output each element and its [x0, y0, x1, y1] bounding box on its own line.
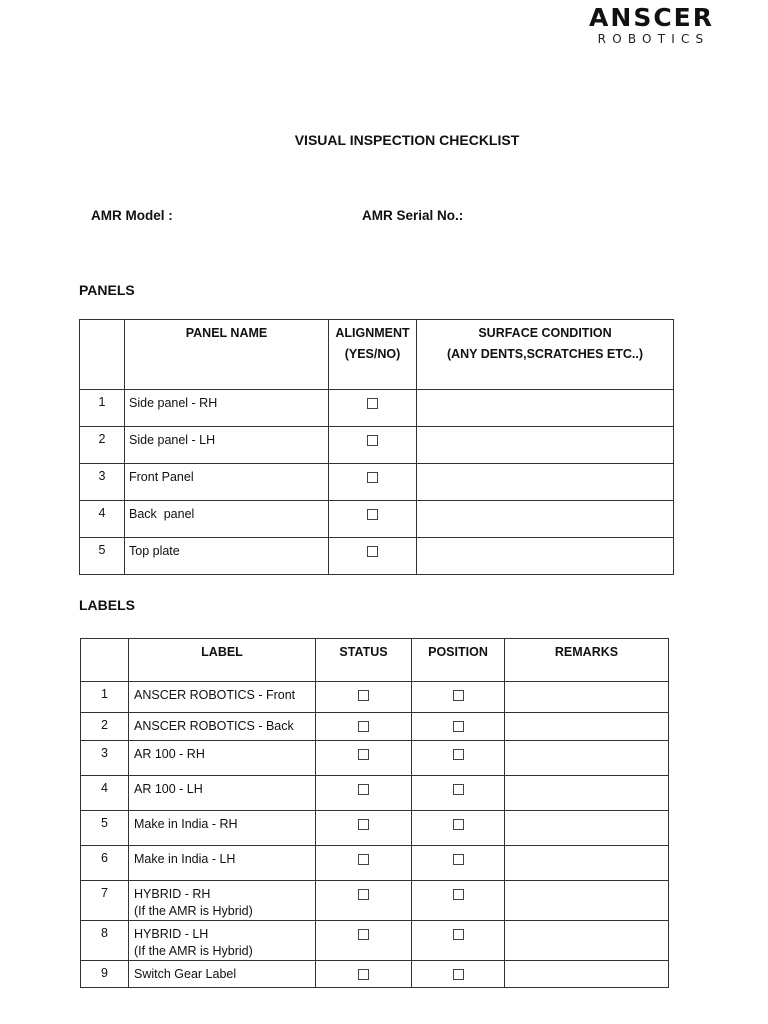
row-number: 7 [81, 881, 129, 921]
row-number: 1 [80, 390, 125, 427]
row-number: 2 [81, 713, 129, 741]
panels-header-alignment [329, 320, 417, 390]
status-checkbox[interactable] [358, 929, 369, 940]
position-checkbox[interactable] [453, 969, 464, 980]
alignment-checkbox[interactable] [367, 472, 378, 483]
remarks-cell[interactable] [505, 682, 669, 713]
remarks-cell[interactable] [505, 713, 669, 741]
position-checkbox[interactable] [453, 854, 464, 865]
remarks-cell[interactable] [505, 776, 669, 811]
surface-header-line1: SURFACE CONDITION [478, 326, 612, 340]
status-checkbox[interactable] [358, 819, 369, 830]
row-number: 9 [81, 961, 129, 988]
position-checkbox[interactable] [453, 929, 464, 940]
labels-header-position: POSITION [412, 639, 505, 682]
row-number: 3 [81, 741, 129, 776]
label-name-cell [129, 881, 316, 921]
row-number: 4 [81, 776, 129, 811]
row-number: 3 [80, 464, 125, 501]
panels-header-name: PANEL NAME [125, 320, 329, 390]
panels-heading: PANELS [79, 282, 135, 298]
surface-condition-cell[interactable] [417, 390, 674, 427]
table-row [81, 961, 669, 988]
labels-header-num [81, 639, 129, 682]
labels-header-status: STATUS [316, 639, 412, 682]
row-number: 1 [81, 682, 129, 713]
logo-brand: ANSCER [589, 3, 714, 32]
table-row [81, 713, 669, 741]
table-row [81, 921, 669, 961]
remarks-cell[interactable] [505, 961, 669, 988]
label-name: ANSCER ROBOTICS - Back [129, 713, 316, 741]
company-logo [589, 4, 714, 46]
label-name-cell [129, 921, 316, 961]
status-checkbox[interactable] [358, 969, 369, 980]
remarks-cell[interactable] [505, 811, 669, 846]
alignment-checkbox[interactable] [367, 546, 378, 557]
labels-header-remarks: REMARKS [505, 639, 669, 682]
remarks-cell[interactable] [505, 881, 669, 921]
panel-name: Side panel - RH [125, 390, 329, 427]
position-checkbox[interactable] [453, 690, 464, 701]
panels-header-surface [417, 320, 674, 390]
label-name: Switch Gear Label [129, 961, 316, 988]
alignment-checkbox[interactable] [367, 509, 378, 520]
remarks-cell[interactable] [505, 846, 669, 881]
row-number: 4 [80, 501, 125, 538]
panels-header-num [80, 320, 125, 390]
amr-model-label: AMR Model : [91, 208, 173, 223]
label-note: (If the AMR is Hybrid) [134, 904, 253, 918]
table-row [81, 881, 669, 921]
surface-header-line2: (ANY DENTS,SCRATCHES ETC..) [446, 347, 644, 361]
status-checkbox[interactable] [358, 690, 369, 701]
table-row [80, 538, 674, 575]
panel-name: Side panel - LH [125, 427, 329, 464]
surface-condition-cell[interactable] [417, 427, 674, 464]
label-name: AR 100 - LH [129, 776, 316, 811]
labels-heading: LABELS [79, 597, 135, 613]
row-number: 5 [80, 538, 125, 575]
table-row [80, 464, 674, 501]
row-number: 8 [81, 921, 129, 961]
surface-condition-cell[interactable] [417, 538, 674, 575]
page-title: VISUAL INSPECTION CHECKLIST [294, 132, 520, 148]
label-name: HYBRID - LH [134, 927, 209, 941]
label-name: Make in India - RH [129, 811, 316, 846]
position-checkbox[interactable] [453, 819, 464, 830]
surface-condition-cell[interactable] [417, 501, 674, 538]
position-checkbox[interactable] [453, 889, 464, 900]
panels-table [79, 319, 674, 575]
remarks-cell[interactable] [505, 741, 669, 776]
position-checkbox[interactable] [453, 721, 464, 732]
label-name: ANSCER ROBOTICS - Front [129, 682, 316, 713]
table-row [81, 741, 669, 776]
label-name: AR 100 - RH [129, 741, 316, 776]
alignment-checkbox[interactable] [367, 435, 378, 446]
alignment-header-line1: ALIGNMENT [335, 326, 410, 340]
status-checkbox[interactable] [358, 784, 369, 795]
status-checkbox[interactable] [358, 854, 369, 865]
table-row [81, 682, 669, 713]
row-number: 2 [80, 427, 125, 464]
alignment-header-line2: (YES/NO) [344, 347, 401, 361]
panel-name: Back panel [125, 501, 329, 538]
position-checkbox[interactable] [453, 784, 464, 795]
table-row [80, 501, 674, 538]
table-row [81, 776, 669, 811]
status-checkbox[interactable] [358, 889, 369, 900]
table-row [81, 811, 669, 846]
table-row [80, 427, 674, 464]
remarks-cell[interactable] [505, 921, 669, 961]
row-number: 5 [81, 811, 129, 846]
panel-name: Front Panel [125, 464, 329, 501]
label-note: (If the AMR is Hybrid) [134, 944, 253, 958]
row-number: 6 [81, 846, 129, 881]
status-checkbox[interactable] [358, 749, 369, 760]
table-row [81, 846, 669, 881]
labels-header-row [81, 639, 669, 682]
panels-header-row [80, 320, 674, 390]
position-checkbox[interactable] [453, 749, 464, 760]
label-name: Make in India - LH [129, 846, 316, 881]
labels-header-label: LABEL [129, 639, 316, 682]
label-name: HYBRID - RH [134, 887, 211, 901]
status-checkbox[interactable] [358, 721, 369, 732]
panel-name: Top plate [125, 538, 329, 575]
amr-serial-label: AMR Serial No.: [362, 208, 464, 223]
table-row [80, 390, 674, 427]
surface-condition-cell[interactable] [417, 464, 674, 501]
labels-table [80, 638, 669, 988]
logo-subtitle: ROBOTICS [597, 32, 710, 46]
alignment-checkbox[interactable] [367, 398, 378, 409]
